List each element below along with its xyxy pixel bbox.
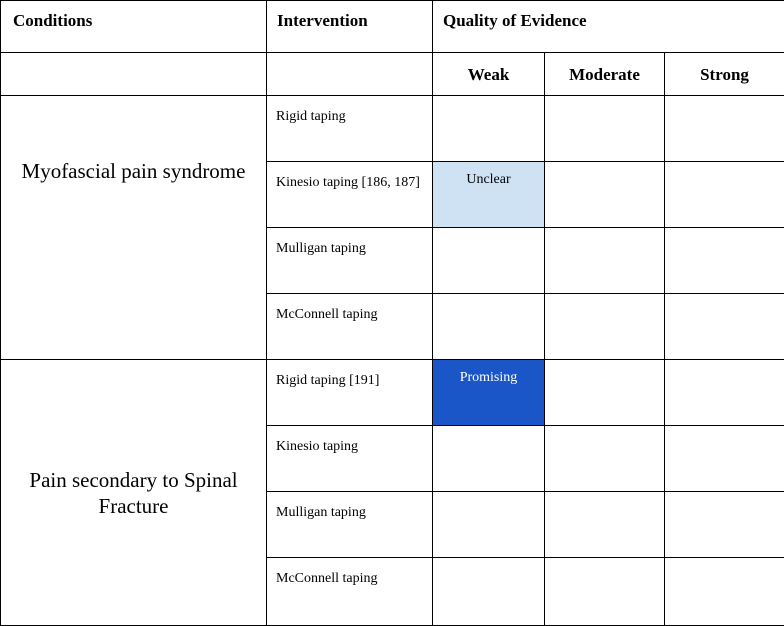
- strong-cell: [665, 162, 784, 228]
- weak-cell: [433, 294, 545, 360]
- subheader-row: [1, 53, 784, 96]
- condition-cell: Pain secondary to Spinal Fracture: [1, 360, 267, 626]
- moderate-cell: [545, 96, 665, 162]
- moderate-cell: [545, 492, 665, 558]
- header-moderate: Moderate: [545, 53, 665, 96]
- header-conditions: Conditions: [1, 1, 267, 53]
- intervention-cell: Kinesio taping [186, 187]: [267, 162, 433, 228]
- weak-cell: [433, 96, 545, 162]
- header-row: [1, 1, 784, 53]
- weak-cell: [433, 492, 545, 558]
- header-strong: Strong: [665, 53, 784, 96]
- weak-cell: [433, 558, 545, 626]
- intervention-cell: McConnell taping: [267, 294, 433, 360]
- moderate-cell: [545, 558, 665, 626]
- table-row: [1, 96, 784, 162]
- strong-cell: [665, 492, 784, 558]
- intervention-cell: McConnell taping: [267, 558, 433, 626]
- header-weak: Weak: [433, 53, 545, 96]
- moderate-cell: [545, 162, 665, 228]
- subheader-empty-conditions: [1, 53, 267, 96]
- weak-cell-promising: Promising: [433, 360, 545, 426]
- moderate-cell: [545, 294, 665, 360]
- intervention-cell: Kinesio taping: [267, 426, 433, 492]
- moderate-cell: [545, 360, 665, 426]
- header-quality-of-evidence: Quality of Evidence: [433, 1, 784, 53]
- intervention-cell: Rigid taping: [267, 96, 433, 162]
- intervention-cell: Rigid taping [191]: [267, 360, 433, 426]
- weak-cell-unclear: Unclear: [433, 162, 545, 228]
- header-intervention: Intervention: [267, 1, 433, 53]
- strong-cell: [665, 96, 784, 162]
- subheader-empty-intervention: [267, 53, 433, 96]
- weak-cell: [433, 426, 545, 492]
- condition-cell: Myofascial pain syndrome: [1, 96, 267, 360]
- strong-cell: [665, 294, 784, 360]
- intervention-cell: Mulligan taping: [267, 228, 433, 294]
- moderate-cell: [545, 426, 665, 492]
- strong-cell: [665, 360, 784, 426]
- strong-cell: [665, 558, 784, 626]
- table-row: [1, 360, 784, 426]
- intervention-cell: Mulligan taping: [267, 492, 433, 558]
- moderate-cell: [545, 228, 665, 294]
- strong-cell: [665, 426, 784, 492]
- strong-cell: [665, 228, 784, 294]
- weak-cell: [433, 228, 545, 294]
